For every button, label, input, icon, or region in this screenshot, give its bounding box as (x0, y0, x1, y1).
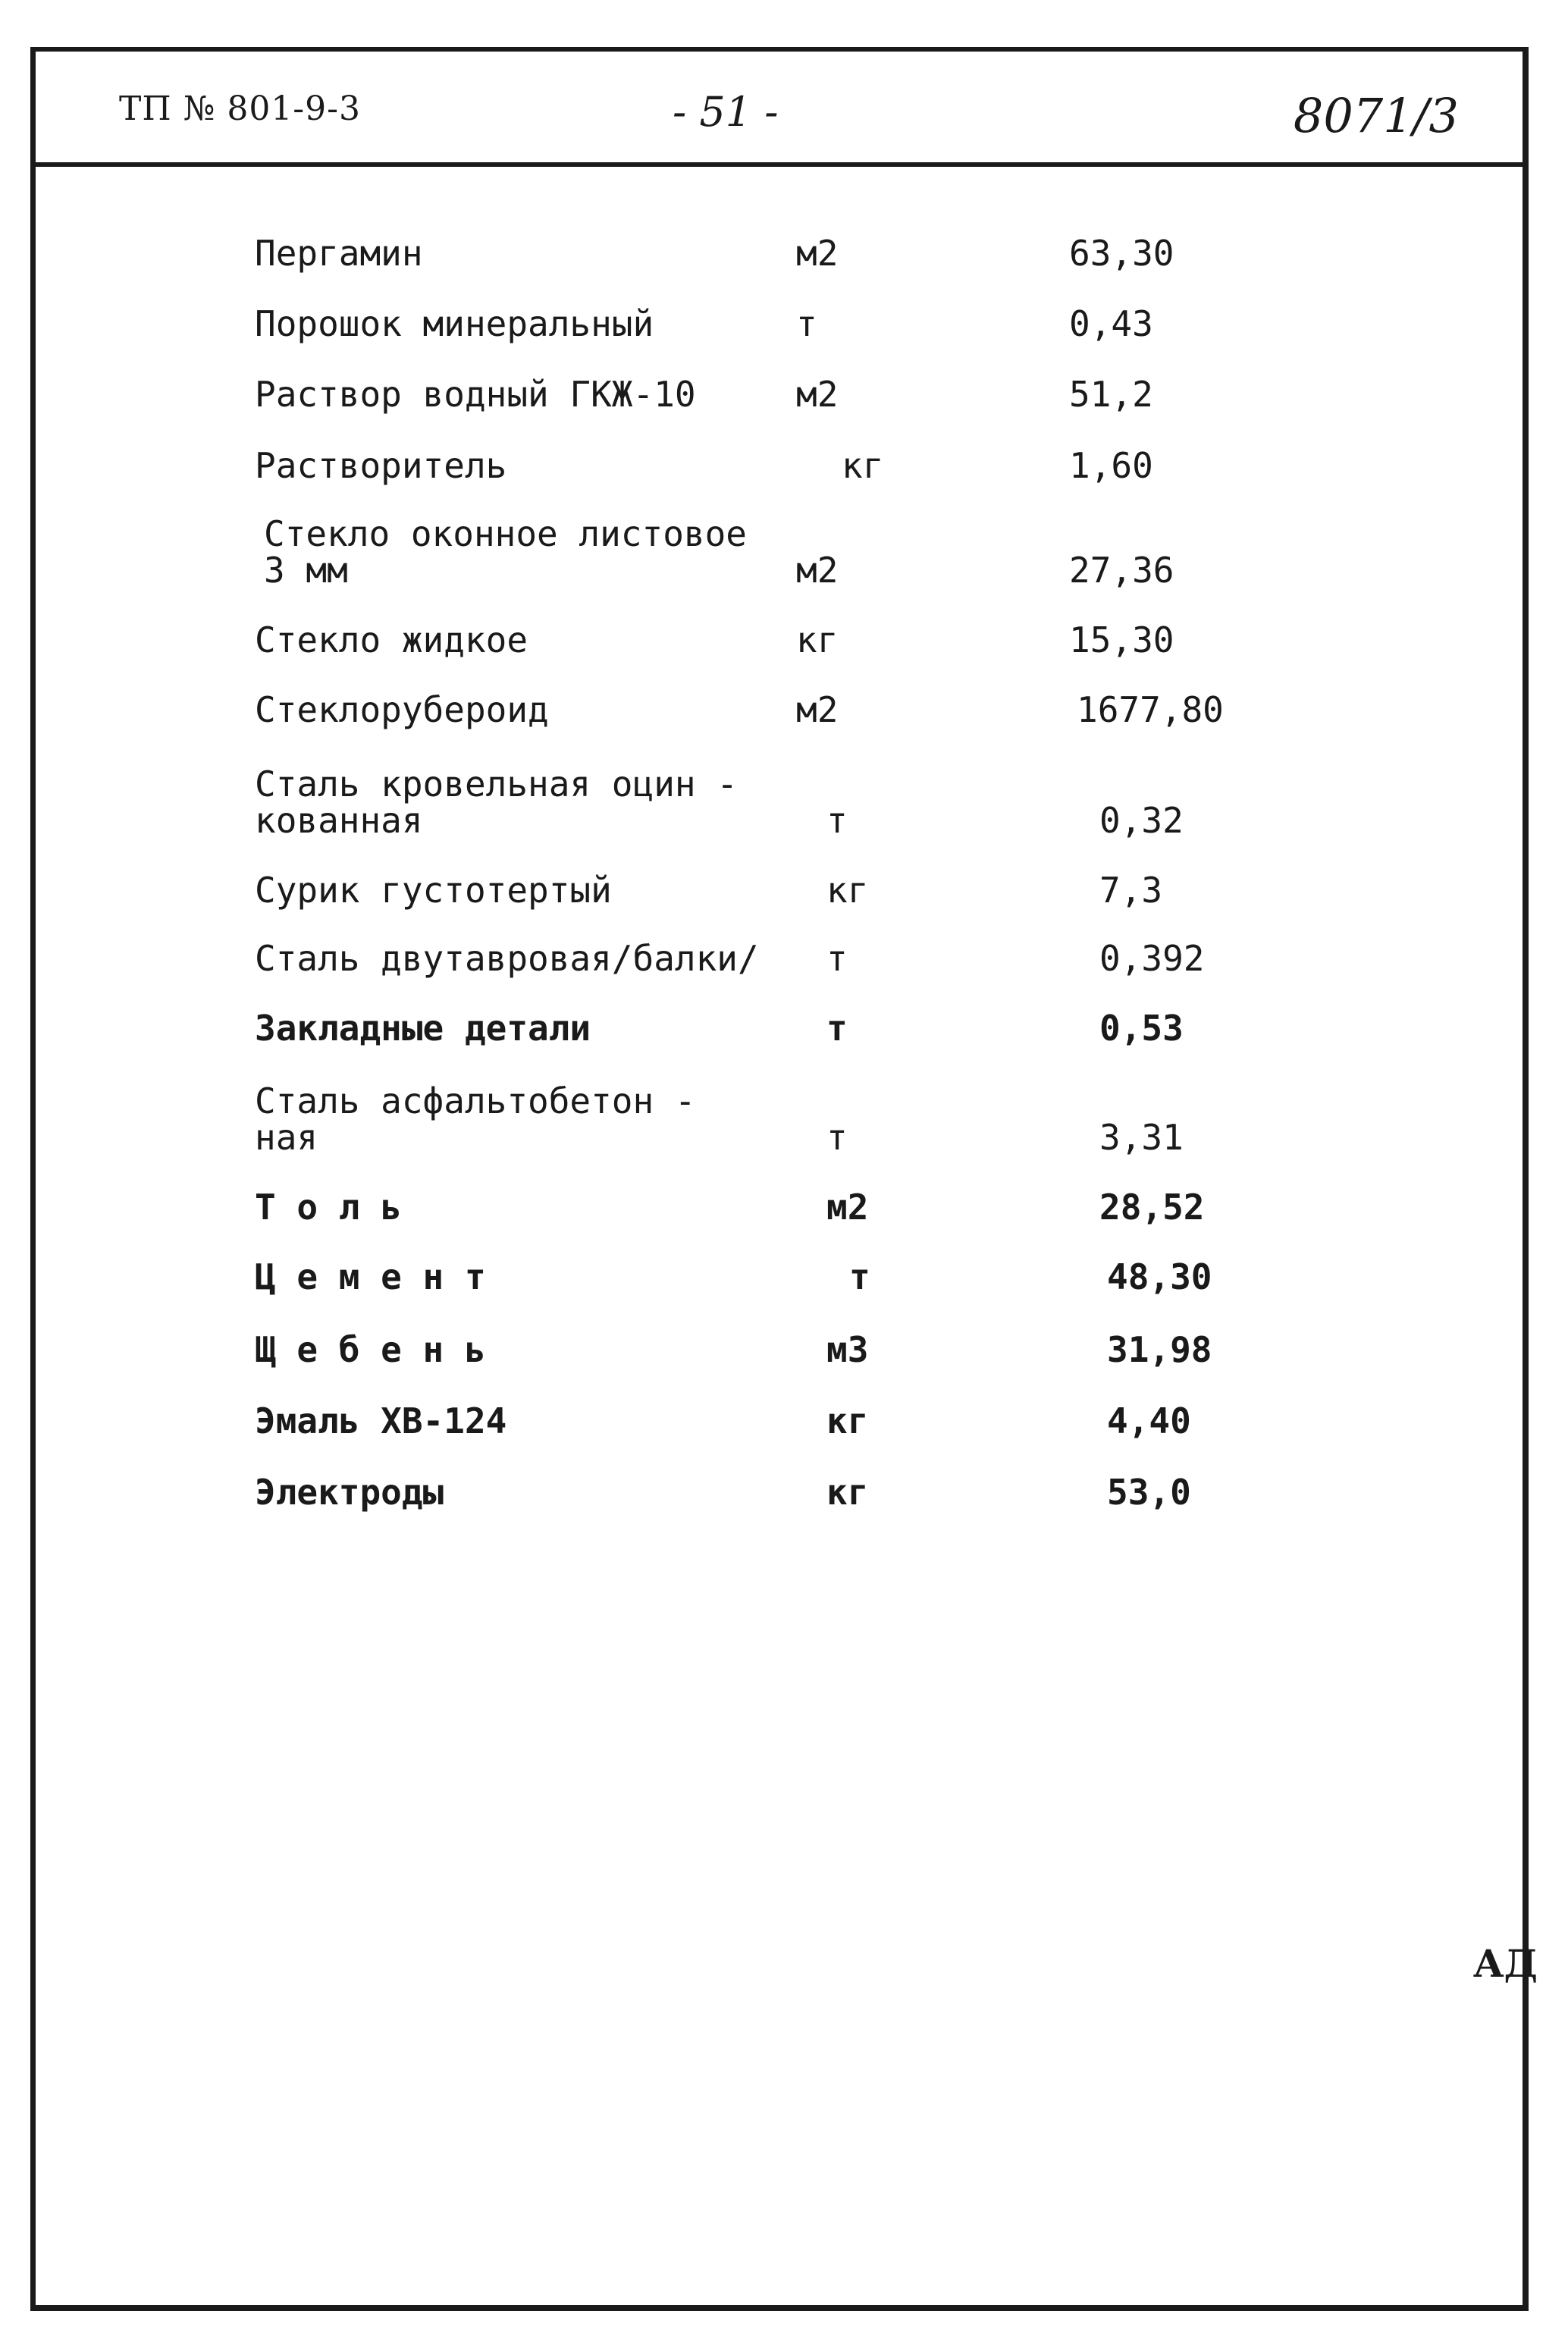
material-name: Ц е м е н т (255, 1256, 486, 1297)
material-unit: т (826, 1008, 848, 1049)
material-unit: кг (826, 870, 869, 911)
page-number: - 51 - (673, 88, 779, 136)
material-name: Сталь асфальтобетон - ная (255, 1080, 696, 1158)
material-qty: 28,52 (1099, 1187, 1205, 1228)
material-name: Щ е б е н ь (255, 1329, 486, 1370)
material-unit: м2 (796, 550, 839, 591)
material-name: Пергамин (255, 233, 423, 274)
material-unit: т (796, 303, 817, 344)
material-name: Электроды (255, 1472, 444, 1513)
material-name: Сталь двутавровая/балки/ (255, 938, 759, 979)
material-unit: т (826, 1117, 848, 1158)
material-qty: 3,31 (1099, 1117, 1184, 1158)
material-qty: 63,30 (1069, 233, 1174, 274)
material-qty: 4,40 (1107, 1400, 1191, 1441)
material-name: Эмаль ХВ-124 (255, 1400, 507, 1441)
material-unit: м3 (826, 1329, 869, 1370)
material-unit: кг (826, 1400, 869, 1441)
material-qty: 1,60 (1069, 445, 1153, 486)
material-unit: м2 (796, 689, 839, 730)
document-code: ТП № 801-9-3 (119, 89, 362, 128)
material-qty: 7,3 (1099, 870, 1163, 911)
material-qty: 31,98 (1107, 1329, 1212, 1370)
material-qty: 15,30 (1069, 619, 1174, 660)
material-name: Т о л ь (255, 1187, 402, 1228)
material-name: Раствор водный ГКЖ-10 (255, 374, 696, 415)
material-qty: 0,43 (1069, 303, 1153, 344)
material-name: Растворитель (255, 445, 507, 486)
material-qty: 48,30 (1107, 1256, 1212, 1297)
material-name: Порошок минеральный (255, 303, 654, 344)
material-name: Закладные детали (255, 1008, 591, 1049)
material-unit: т (849, 1256, 870, 1297)
material-unit: кг (842, 445, 884, 486)
material-name: Стеклорубероид (255, 689, 549, 730)
material-name: Стекло жидкое (255, 619, 528, 660)
material-unit: м2 (796, 233, 839, 274)
page-header (36, 52, 1523, 167)
material-unit: т (826, 938, 848, 979)
material-qty: 0,392 (1099, 938, 1205, 979)
material-name: Стекло оконное листовое 3 мм (264, 513, 747, 591)
material-unit: кг (796, 619, 839, 660)
material-qty: 53,0 (1107, 1472, 1191, 1513)
material-qty: 51,2 (1069, 374, 1153, 415)
material-qty: 1677,80 (1077, 689, 1224, 730)
material-qty: 0,32 (1099, 800, 1184, 841)
material-name: Сталь кровельная оцин - кованная (255, 764, 738, 841)
sheet-code: 8071/3 (1293, 88, 1459, 143)
material-name: Сурик густотертый (255, 870, 612, 911)
material-qty: 0,53 (1099, 1008, 1184, 1049)
material-unit: м2 (826, 1187, 869, 1228)
material-unit: м2 (796, 374, 839, 415)
material-unit: кг (826, 1472, 869, 1513)
material-unit: т (826, 800, 848, 841)
corner-mark: АД (1472, 1941, 1538, 1986)
material-qty: 27,36 (1069, 550, 1174, 591)
